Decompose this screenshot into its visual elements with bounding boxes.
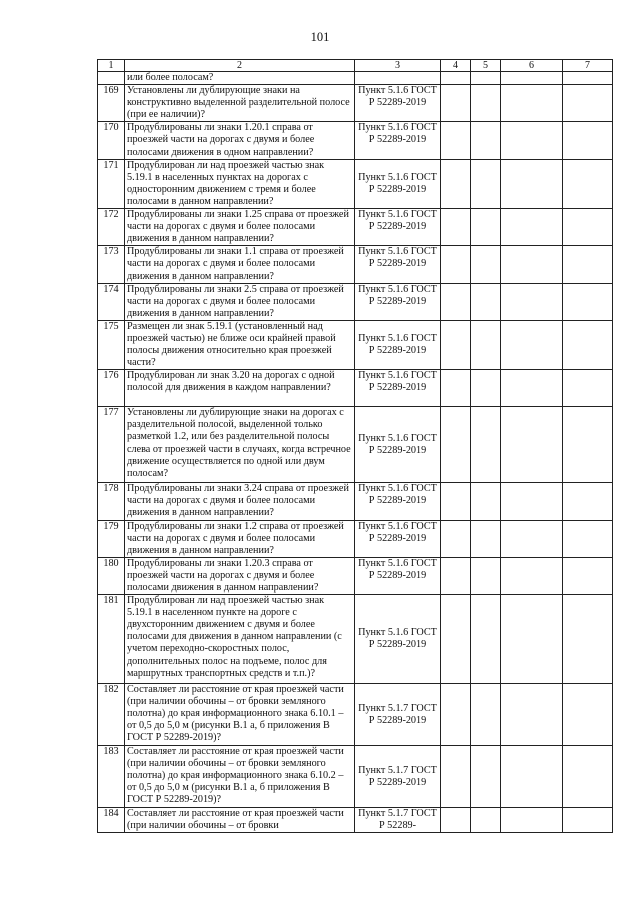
cell-col-5 [471, 808, 501, 833]
cell-col-7 [563, 85, 613, 122]
table-row [98, 209, 613, 246]
table-row [98, 159, 613, 208]
cell-col-6 [501, 483, 563, 520]
reference-text: Пункт 5.1.6 ГОСТ Р 52289-2019 [355, 557, 441, 594]
cell-col-5 [471, 407, 501, 483]
cell-col-7 [563, 246, 613, 283]
cell-col-4 [441, 483, 471, 520]
question-text: Продублированы ли знаки 1.25 справа от проезжей части на дорогах с двумя и более полосами движения в данном направлении? [125, 209, 355, 246]
cell-col-5 [471, 684, 501, 746]
question-text: Установлены ли дублирующие знаки на конструктивно выделенной разделительной полосе (при ее наличии)? [125, 85, 355, 122]
table-row [98, 283, 613, 320]
cell-col-4 [441, 246, 471, 283]
row-number: 176 [98, 370, 125, 407]
continuation-num-cell [98, 72, 125, 85]
col-header-7: 7 [563, 60, 613, 72]
reference-text: Пункт 5.1.6 ГОСТ Р 52289-2019 [355, 483, 441, 520]
reference-text: Пункт 5.1.7 ГОСТ Р 52289-2019 [355, 684, 441, 746]
cell-col-7 [563, 122, 613, 159]
cell-col-5 [471, 746, 501, 808]
question-text: Продублированы ли знаки 1.2 справа от проезжей части на дорогах с двумя и более полосами движения в данном направлении? [125, 520, 355, 557]
cell-col-5 [471, 122, 501, 159]
question-text: Составляет ли расстояние от края проезжей части (при наличии обочины – от бровки земляного полотна) до края информационного знака 6.10.2 – от 0,5 до 5,0 м (рисунки В.1 а, б приложения В ГОСТ Р 52289-2019)? [125, 746, 355, 808]
cell-col-5 [471, 85, 501, 122]
row-number: 177 [98, 407, 125, 483]
table-row [98, 557, 613, 594]
cell-col-4 [441, 122, 471, 159]
row-number: 181 [98, 595, 125, 684]
question-text: Продублированы ли знаки 1.1 справа от проезжей части на дорогах с двумя и более полосами движения в данном направлении? [125, 246, 355, 283]
cell-col-7 [563, 808, 613, 833]
cell-col-6 [501, 370, 563, 407]
question-text: Размещен ли знак 5.19.1 (установленный над проезжей частью) не ближе оси крайней правой полосы движения относительно края проезжей части? [125, 320, 355, 369]
cell-col-5 [471, 595, 501, 684]
cell-col-7 [563, 595, 613, 684]
row-number: 179 [98, 520, 125, 557]
table-row [98, 370, 613, 407]
cell-col-7 [563, 684, 613, 746]
reference-text: Пункт 5.1.6 ГОСТ Р 52289-2019 [355, 283, 441, 320]
col-header-6: 6 [501, 60, 563, 72]
cell-col-7 [563, 209, 613, 246]
cell-col-5 [471, 320, 501, 369]
question-text: Установлены ли дублирующие знаки на дорогах с разделительной полосой, выделенной только разметкой 1.2, или без разделительной полосы слева от проезжей части в случаях, когда встречное движение осуществляется по одной или двум полосам? [125, 407, 355, 483]
reference-text: Пункт 5.1.6 ГОСТ Р 52289-2019 [355, 520, 441, 557]
cell-col-5 [471, 483, 501, 520]
row-number: 170 [98, 122, 125, 159]
col-header-2: 2 [125, 60, 355, 72]
col-header-5: 5 [471, 60, 501, 72]
cell-col-7 [563, 483, 613, 520]
cell-col-5 [471, 370, 501, 407]
cell-col-4 [441, 85, 471, 122]
checklist-table [97, 59, 613, 833]
cell-col-4 [441, 159, 471, 208]
cell-col-7 [563, 520, 613, 557]
cell-col-5 [471, 520, 501, 557]
table-row [98, 684, 613, 746]
cell-col-6 [501, 407, 563, 483]
row-number: 173 [98, 246, 125, 283]
question-text: Продублирован ли знак 3.20 на дорогах с одной полосой для движения в каждом направлении? [125, 370, 355, 407]
row-number: 183 [98, 746, 125, 808]
cell-col-7 [563, 746, 613, 808]
continuation-text: или более полосам? [125, 72, 355, 85]
cell-col-4 [441, 283, 471, 320]
reference-text: Пункт 5.1.6 ГОСТ Р 52289-2019 [355, 209, 441, 246]
cell-col-4 [441, 520, 471, 557]
cell-col-6 [501, 595, 563, 684]
row-number: 184 [98, 808, 125, 833]
question-text: Продублирован ли над проезжей частью знак 5.19.1 в населенных пунктах на дорогах с односторонним движением с тремя и более полосами в данном направлении? [125, 159, 355, 208]
reference-text: Пункт 5.1.7 ГОСТ Р 52289-2019 [355, 746, 441, 808]
reference-text: Пункт 5.1.6 ГОСТ Р 52289-2019 [355, 407, 441, 483]
reference-text: Пункт 5.1.7 ГОСТ Р 52289- [355, 808, 441, 833]
cell-col-6 [501, 746, 563, 808]
row-number: 169 [98, 85, 125, 122]
question-text: Составляет ли расстояние от края проезжей части (при наличии обочины – от бровки [125, 808, 355, 833]
cell-col-5 [471, 283, 501, 320]
row-number: 182 [98, 684, 125, 746]
table-row [98, 246, 613, 283]
cell-col-4 [441, 746, 471, 808]
cell-col-7 [563, 159, 613, 208]
row-number: 171 [98, 159, 125, 208]
cell-col-4 [441, 370, 471, 407]
continuation-row [98, 72, 613, 85]
cell-col-6 [501, 209, 563, 246]
col-header-4: 4 [441, 60, 471, 72]
row-number: 175 [98, 320, 125, 369]
reference-text: Пункт 5.1.6 ГОСТ Р 52289-2019 [355, 595, 441, 684]
table-row [98, 520, 613, 557]
cell-col-7 [563, 407, 613, 483]
table-row [98, 407, 613, 483]
table-row [98, 746, 613, 808]
cell-col-6 [501, 557, 563, 594]
question-text: Продублированы ли знаки 1.20.1 справа от проезжей части на дорогах с двумя и более полосами движения в одном направлении? [125, 122, 355, 159]
cell-col-5 [471, 209, 501, 246]
cell-col-5 [471, 159, 501, 208]
cell-col-6 [501, 520, 563, 557]
cell-col-4 [441, 209, 471, 246]
cell-col-6 [501, 85, 563, 122]
cell-col-6 [501, 122, 563, 159]
cell-col-4 [441, 808, 471, 833]
cell-col-4 [441, 320, 471, 369]
table-row [98, 320, 613, 369]
col-header-3: 3 [355, 60, 441, 72]
page-number: 101 [310, 30, 330, 44]
table-row [98, 122, 613, 159]
row-number: 178 [98, 483, 125, 520]
cell-col-6 [501, 320, 563, 369]
cell-col-4 [441, 557, 471, 594]
cell-col-7 [563, 320, 613, 369]
cell-col-4 [441, 684, 471, 746]
reference-text: Пункт 5.1.6 ГОСТ Р 52289-2019 [355, 370, 441, 407]
cell-col-6 [501, 808, 563, 833]
cell-col-4 [441, 595, 471, 684]
cell-col-5 [471, 557, 501, 594]
table-row [98, 483, 613, 520]
cell-col-7 [563, 283, 613, 320]
table-row [98, 595, 613, 684]
reference-text: Пункт 5.1.6 ГОСТ Р 52289-2019 [355, 122, 441, 159]
row-number: 180 [98, 557, 125, 594]
cell-col-6 [501, 684, 563, 746]
cell-col-6 [501, 283, 563, 320]
reference-text: Пункт 5.1.6 ГОСТ Р 52289-2019 [355, 85, 441, 122]
question-text: Продублированы ли знаки 3.24 справа от проезжей части на дорогах с двумя и более полосами движения в данном направлении? [125, 483, 355, 520]
cell-col-4 [441, 407, 471, 483]
question-text: Составляет ли расстояние от края проезжей части (при наличии обочины – от бровки земляного полотна) до края информационного знака 6.10.1 – от 0,5 до 5,0 м (рисунки В.1 а, б приложения В ГОСТ Р 52289-2019)? [125, 684, 355, 746]
cell-col-6 [501, 246, 563, 283]
reference-text: Пункт 5.1.6 ГОСТ Р 52289-2019 [355, 159, 441, 208]
reference-text: Пункт 5.1.6 ГОСТ Р 52289-2019 [355, 320, 441, 369]
reference-text: Пункт 5.1.6 ГОСТ Р 52289-2019 [355, 246, 441, 283]
question-text: Продублированы ли знаки 2.5 справа от проезжей части на дорогах с двумя и более полосами движения в данном направлении? [125, 283, 355, 320]
header-row [98, 60, 613, 72]
question-text: Продублирован ли над проезжей частью знак 5.19.1 в населенном пункте на дороге с двухсторонним движением с двумя и более полосами для движения в данном направлении (с учетом переходно-скоростных полос, дополнительных полос на подъеме, полос для маршрутных транспортных средств и т.п.)? [125, 595, 355, 684]
question-text: Продублированы ли знаки 1.20.3 справа от проезжей части на дорогах с двумя и более полосами движения в данном направлении? [125, 557, 355, 594]
table-row [98, 808, 613, 833]
cell-col-6 [501, 159, 563, 208]
row-number: 174 [98, 283, 125, 320]
col-header-1: 1 [98, 60, 125, 72]
cell-col-5 [471, 246, 501, 283]
cell-col-7 [563, 557, 613, 594]
cell-col-7 [563, 370, 613, 407]
row-number: 172 [98, 209, 125, 246]
table-row [98, 85, 613, 122]
